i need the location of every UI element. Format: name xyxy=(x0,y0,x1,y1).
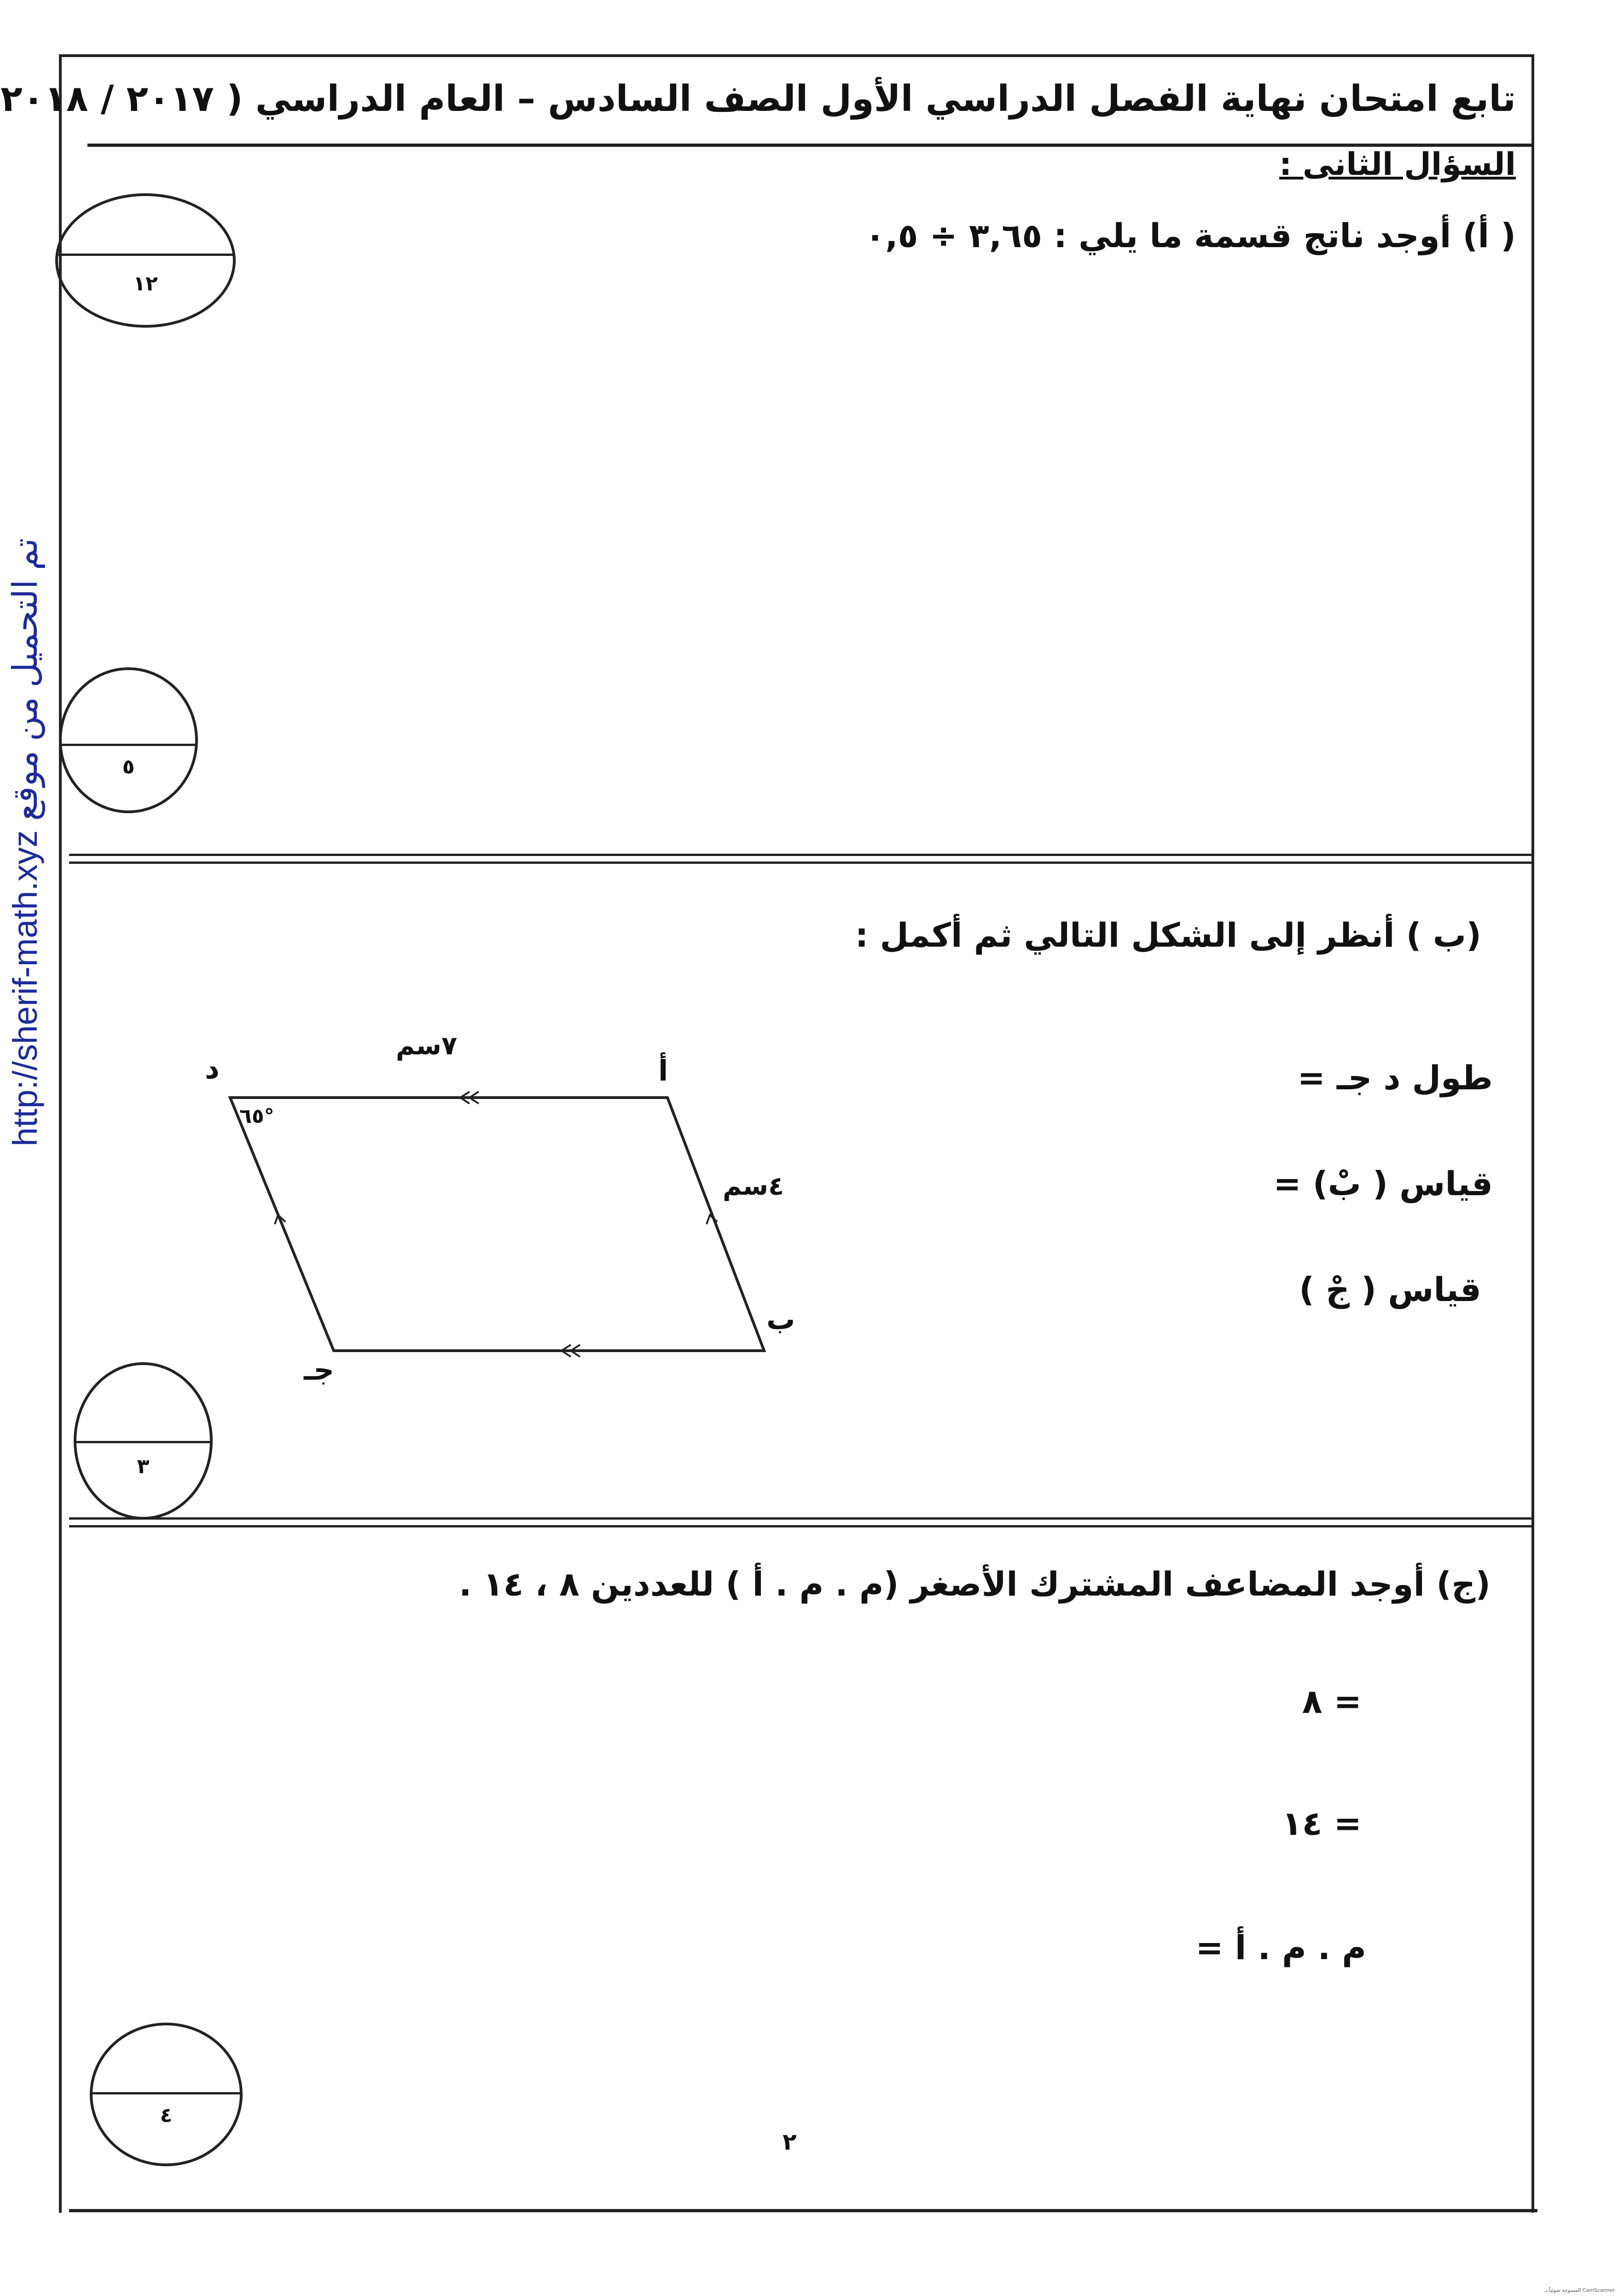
part-b-text: (ب ) أنظر إلى الشكل التالي ثم أكمل : xyxy=(855,916,1481,954)
score-divider xyxy=(76,1441,210,1443)
vertex-label-c: جـ xyxy=(304,1353,334,1387)
side-length-top: ٧سم xyxy=(396,1031,458,1061)
part-b-angle-b: قياس ( بْ) = xyxy=(1273,1164,1493,1203)
part-c-text: (ج) أوجد المضاعف المشترك الأصغر (م . م . أ ) للعددين ٨ ، ١٤ . xyxy=(459,1565,1491,1603)
score-value: ٤ xyxy=(160,2104,173,2127)
score-circle-part-b xyxy=(74,1362,213,1520)
part-a-text: ( أ) أوجد ناتج قسمة ما يلي : ٣,٦٥ ÷ ٠,٥ xyxy=(865,216,1516,255)
question-title: السؤال الثانى : xyxy=(1279,146,1516,183)
frame-top-border xyxy=(59,54,1534,57)
score-circle-part-c xyxy=(90,2023,243,2166)
section-divider-b-c xyxy=(69,1517,1534,1527)
side-length-right: ٤سم xyxy=(723,1171,784,1201)
page-number: ٢ xyxy=(783,2128,797,2155)
watermark-url: http://sherif-math.xyz xyxy=(6,830,44,1146)
scanner-footnote: المسوحة ضوئياً بـ CamScanner xyxy=(1544,2287,1615,2293)
part-b-angle-c: قياس ( جْ ) xyxy=(1299,1270,1481,1309)
frame-right-border xyxy=(1531,54,1534,2213)
part-c-lcm: م . م . أ = xyxy=(1195,1928,1366,1967)
exam-header-title: تابع امتحان نهاية الفصل الدراسي الأول الصف السادس – العام الدراسي ( ٢٠١٧ / ٢٠١٨ xyxy=(0,78,1516,120)
frame-left-border xyxy=(59,54,62,2213)
vertex-label-d: د xyxy=(205,1052,220,1085)
score-divider xyxy=(62,744,195,746)
score-circle-part-a-total xyxy=(55,193,236,328)
side-watermark xyxy=(6,538,45,1146)
score-value: ٥ xyxy=(122,755,135,779)
section-divider-a-b xyxy=(69,854,1534,864)
part-b-length-dc: طول د جـ = xyxy=(1297,1058,1493,1097)
score-divider xyxy=(93,2092,240,2094)
score-divider xyxy=(58,254,233,256)
part-c-multiples-8: ٨ = xyxy=(1302,1682,1362,1721)
score-value: ٣ xyxy=(137,1455,150,1478)
angle-label-d: ٦٥° xyxy=(239,1105,274,1128)
score-value: ١٢ xyxy=(133,272,158,295)
vertex-label-b: ب xyxy=(766,1302,795,1336)
part-c-multiples-14: ١٤ = xyxy=(1282,1804,1362,1843)
parallelogram-figure xyxy=(193,1012,861,1408)
watermark-arabic-text: تم التحميل من موقع xyxy=(6,538,44,821)
parallelogram-shape xyxy=(230,1098,764,1351)
vertex-label-a: أ xyxy=(658,1054,668,1087)
frame-bottom-border xyxy=(69,2209,1537,2212)
score-circle-part-a xyxy=(59,667,198,813)
